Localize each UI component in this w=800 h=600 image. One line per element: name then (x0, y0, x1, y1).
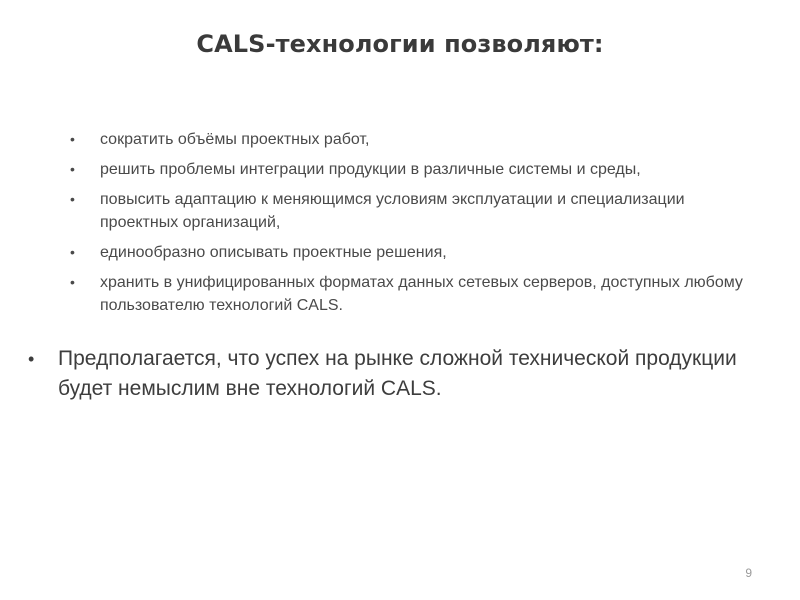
list-item-text: хранить в унифицированных форматах данных сетевых серверов, доступных любому пользователю технологий CALS. (100, 274, 743, 314)
list-item-text: единообразно описывать проектные решения, (100, 244, 447, 261)
bullet-icon: • (70, 274, 75, 290)
page-number: 9 (745, 566, 752, 580)
list-item (70, 158, 750, 181)
capabilities-list (70, 128, 750, 324)
conclusion-text: Предполагается, что успех на рынке сложной технической продукции будет немыслим вне технологий CALS. (58, 347, 737, 400)
list-item (70, 188, 750, 234)
list-item (70, 128, 750, 151)
list-item-text: повысить адаптацию к меняющимся условиям эксплуатации и специализации проектных организаций, (100, 191, 685, 231)
bullet-icon: • (70, 161, 75, 177)
list-item-text: решить проблемы интеграции продукции в различные системы и среды, (100, 161, 641, 178)
bullet-icon: • (70, 191, 75, 207)
list-item (70, 271, 750, 317)
conclusion-list (28, 344, 768, 404)
list-item (70, 241, 750, 264)
bullet-icon: • (70, 244, 75, 260)
list-item-text: сократить объёмы проектных работ, (100, 131, 370, 148)
bullet-icon: • (28, 349, 35, 369)
conclusion-item (28, 344, 768, 404)
bullet-icon: • (70, 131, 75, 147)
slide-title: CALS-технологии позволяют: (196, 30, 604, 58)
